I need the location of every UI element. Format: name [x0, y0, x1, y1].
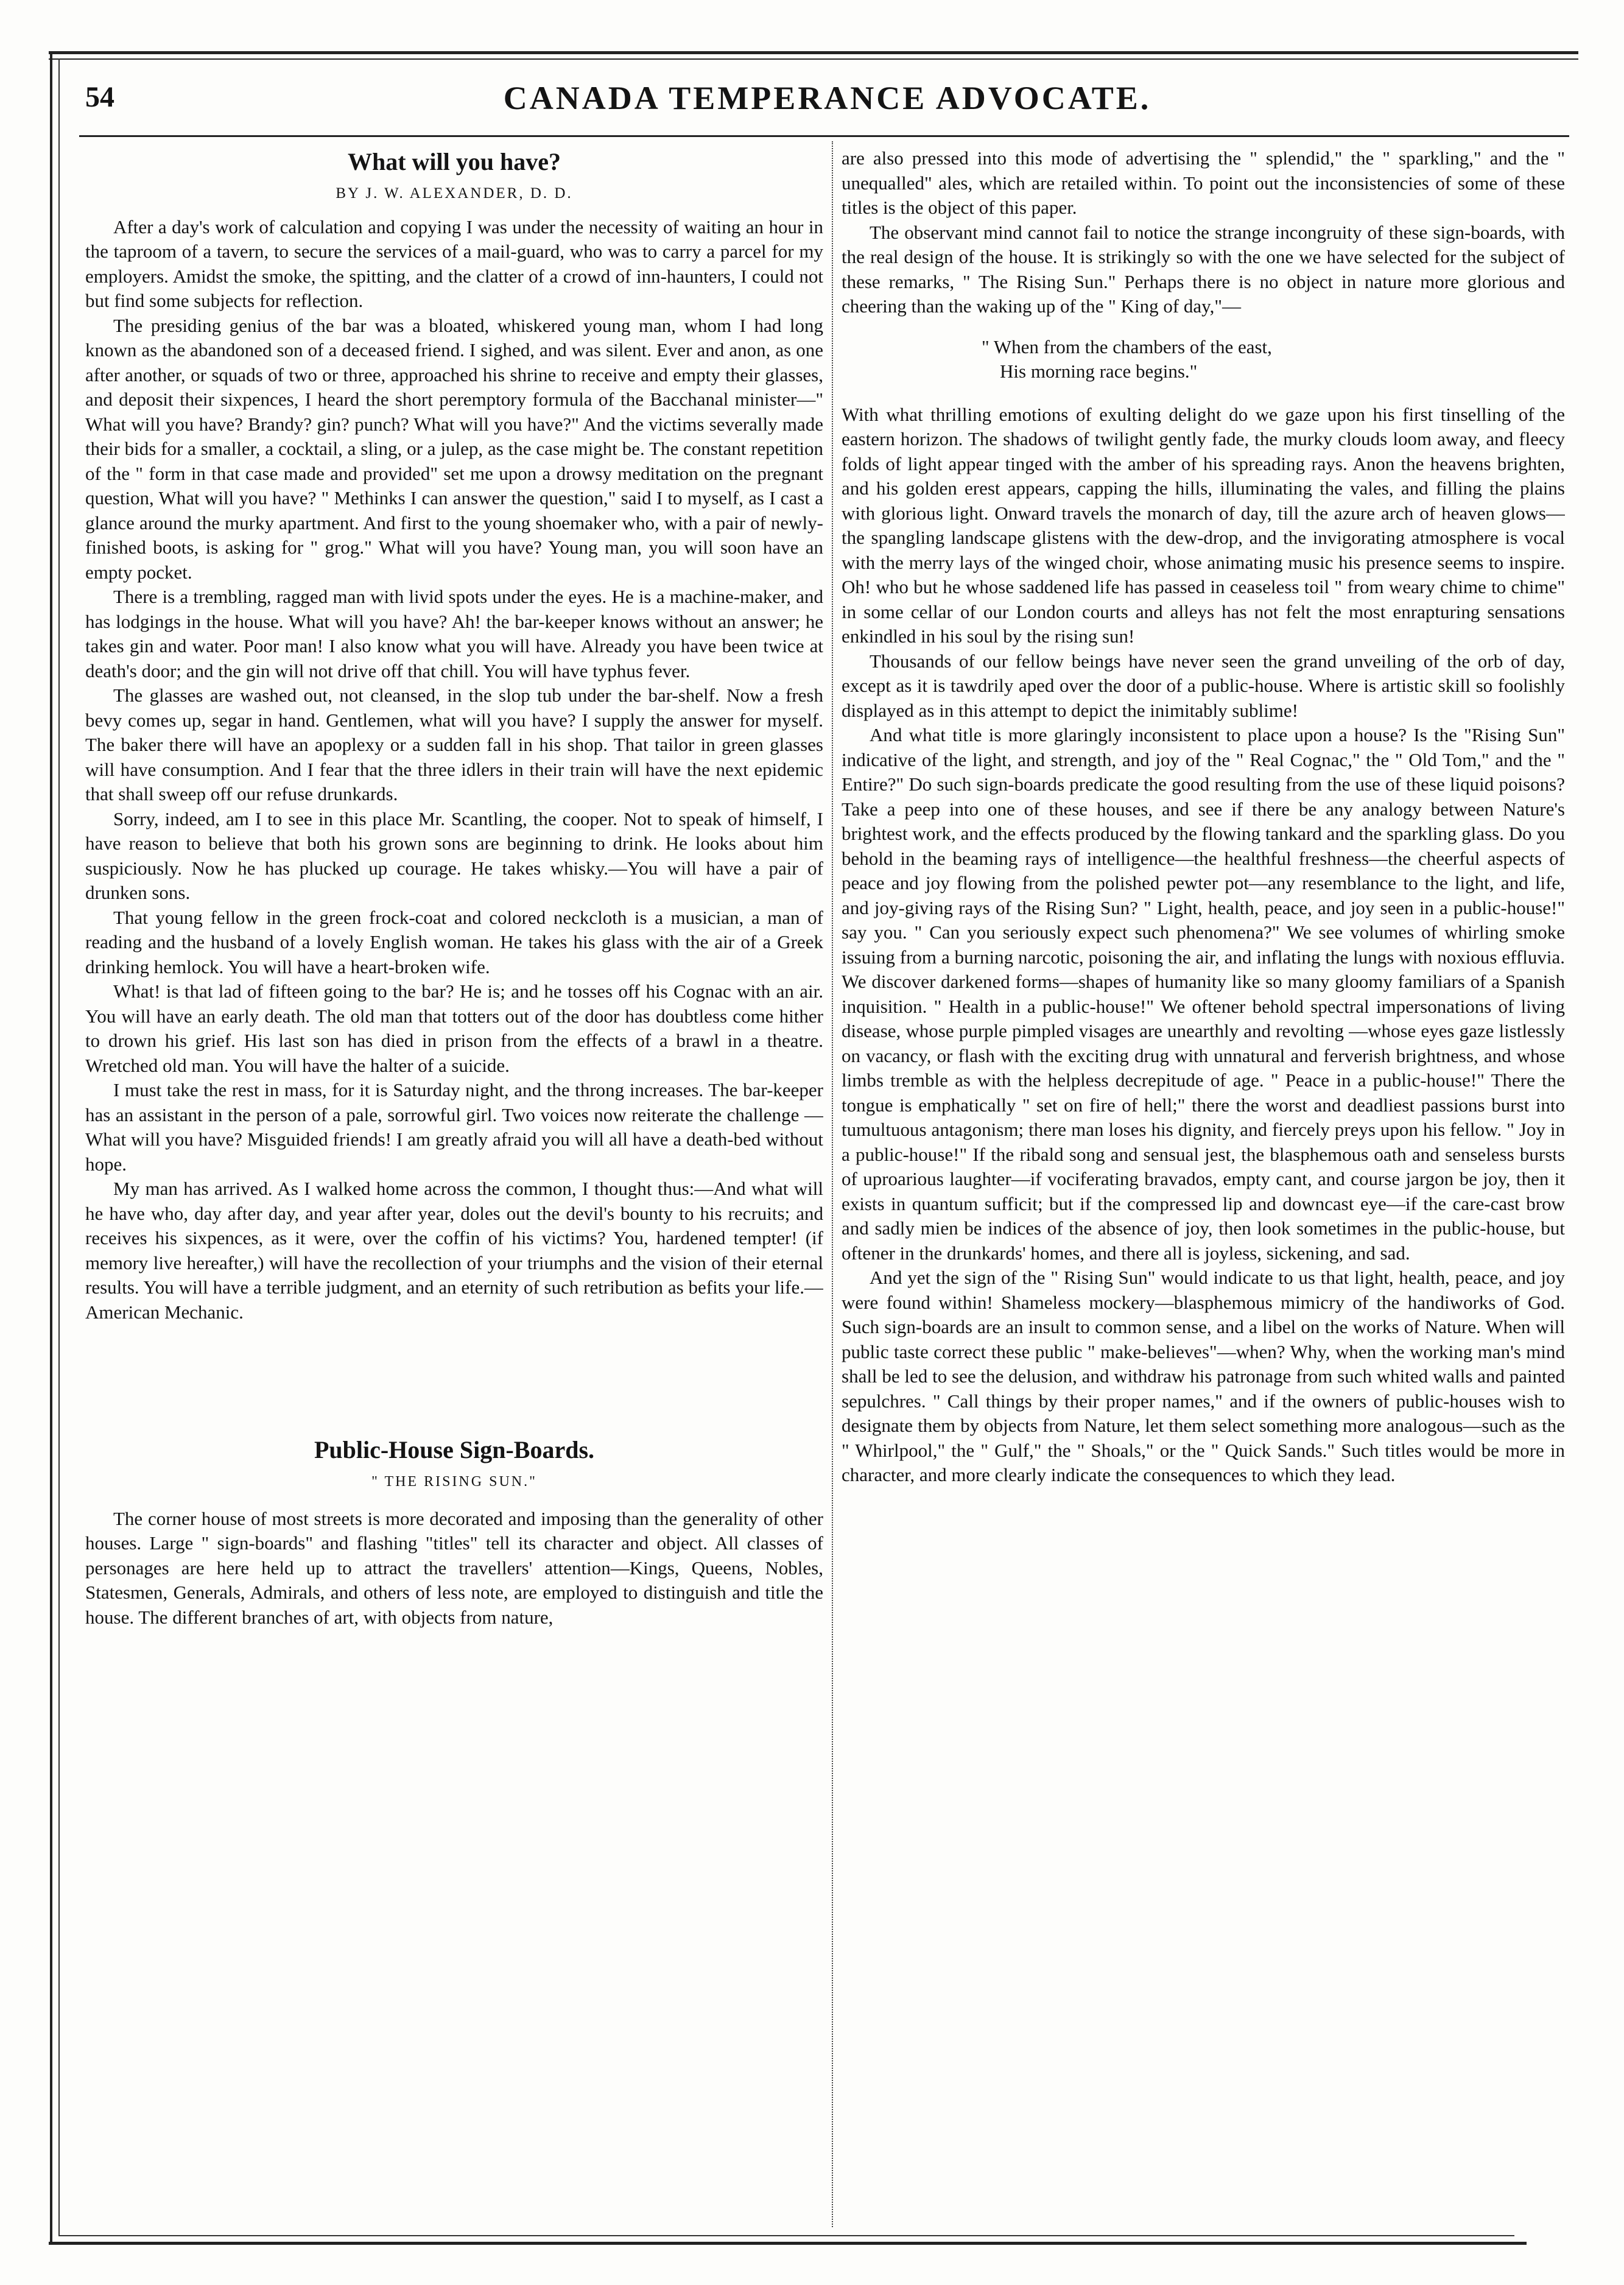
article-paragraph-continued: are also pressed into this mode of advertising the " splendid," the " sparkling," and the " unequalled" ales, which are retailed within. To point out the inconsistencies of some of these titles is the object of this paper. [842, 147, 1565, 218]
right-column [842, 146, 1565, 2227]
article-paragraph: That young fellow in the green frock-coat and colored neckcloth is a musician, a man of reading and the husband of a lovely English woman. He takes his glass with the air of a Greek drinking hemlock. You will have a heart-broken wife. [85, 906, 823, 977]
article-paragraph: There is a trembling, ragged man with livid spots under the eyes. He is a machine-maker, and has lodgings in the house. What will you have? Ah! the bar-keeper knows without an answer; he takes gin and water. Poor man! I also know what you will have. Already you have been twice at death's door; and the gin will not drive off that chill. You will have typhus fever. [85, 586, 823, 681]
article-paragraph: With what thrilling emotions of exulting delight do we gaze upon his first tinselling of the eastern horizon. The shadows of twilight gently fade, the murky clouds loom away, and fleecy folds of light appear tinged with the amber of his spreading rays. Anon the heavens brighten, and his golden erest appears, capping the hills, illuminating the vales, and filling the plains with glorious light. Onward travels the monarch of day, till the azure arch of heaven glows—the spangling landscape glistens with the dew-drop, and the invigorating atmosphere is vocal with the merry lays of the winged choir, whose animating music his presence seems to inspire. Oh! who but he whose saddened life has passed in ceaseless toil " from weary chime to chime" in some cellar of our London courts and alleys has not felt the most enrapturing sensations enkindled in his soul by the rising sun! [842, 403, 1565, 647]
article-paragraph: The corner house of most streets is more decorated and imposing than the generality of other houses. Large " sign-boards" and flashing "titles" tell its character and object. All classes of personages are here held up to attract the travellers' attention—Kings, Queens, Nobles, Statesmen, Generals, Admirals, and others of less note, are employed to distinguish and title the house. The different branches of art, with objects from nature, [85, 1507, 823, 1628]
verse-quote [842, 335, 1565, 384]
article-paragraph: I must take the rest in mass, for it is Saturday night, and the throng increases. The bar-keeper has an assistant in the person of a pale, sorrowful girl. Two voices now reiterate the challenge —What will you have? Misguided friends! I am greatly afraid you will all have a death-bed without hope. [85, 1079, 823, 1175]
column-divider [832, 141, 833, 2227]
article-title: What will you have? [347, 148, 561, 175]
article-paragraph: What! is that lad of fifteen going to the bar? He is; and he tosses off his Cognac with an air. You will have an early death. The old man that totters out of the door has doubtless come hither to drown his grief. His last son has died in prison from the effects of a brawl in a theatre. Wretched old man. You will have the halter of a suicide. [85, 981, 823, 1076]
article-byline: BY J. W. ALEXANDER, D. D. [336, 185, 573, 202]
article-subtitle: " THE RISING SUN." [371, 1474, 537, 1490]
page-frame-left-inner [58, 58, 60, 2236]
page-frame-top [49, 51, 1578, 54]
article-paragraph: And yet the sign of the " Rising Sun" would indicate to us that light, health, peace, and joy were found within! Shameless mockery—blasphemous mimicry of the handiworks of God. Such sign-boards are an insult to common sense, and a libel on the works of Nature. When will public taste correct these public " make-believes"—when? Why, when the working man's mind shall be led to see the delusion, and withdraw his patronage from such whited walls and painted sepulchres. " Call things by their proper names," and if the owners of public-houses wish to designate them by objects from Nature, let them select something more analogous—such as the " Whirlpool," the " Gulf," the " Shoals," or the " Quick Sands." Such titles would be more in character, and more clearly indicate the consequences to which they lead. [842, 1267, 1565, 1485]
article-paragraph: After a day's work of calculation and copying I was under the necessity of waiting an hour in the taproom of a tavern, to secure the services of a mail-guard, who was to carry a parcel for my employers. Amidst the smoke, the spitting, and the clatter of a crowd of inn-haunters, I could not but find some subjects for reflection. [85, 216, 823, 311]
page-number: 54 [85, 81, 114, 113]
running-head: CANADA TEMPERANCE ADVOCATE. [503, 80, 1151, 116]
left-column [85, 146, 823, 2227]
article-paragraph: And what title is more glaringly inconsistent to place upon a house? Is the "Rising Sun" indicative of the light, and strength, and joy of the " Real Cognac," the " Old Tom," and the " Entire?" Do such sign-boards predicate the good resulting from the use of these liquid poisons? Take a peep into one of these houses, and see if there be any analogy between Nature's brightest work, and the effects produced by the flowing tankard and the sparkling glass. Do you behold in the beaming rays of intelligence—the healthful freshness—the cheerful aspects of peace and joy flowing from the polished pewter pot—any resemblance to the light, and life, and joy-giving rays of the Rising Sun? " Light, health, peace, and joy seen in a public-house!" say you. " Can you seriously expect such phenomena?" We see volumes of whirling smoke issuing from a burning narcotic, poisoning the air, and inflating the lungs with noxious effluvia. We discover darkened forms—shapes of humanity like so many gloomy familiars of a Spanish inquisition. " Health in a public-house!" We oftener behold spectral impersonations of living disease, whose purple pimpled visages are unearthly and revolting —whose eyes gaze listlessly on vacancy, or flash with the exciting drug with unnatural and ferverish brightness, and whose limbs tremble as with the helpless decrepitude of age. " Peace in a public-house!" There the tongue is emphatically " set on fire of hell;" there the worst and deadliest passions burst into tumultuous antagonism; there man loses his dignity, and fiercely preys upon his fellow. " Joy in a public-house!" If the ribald song and sensual jest, the blasphemous oath and senseless bursts of uproarious laughter—if vociferating bravados, empty cant, and course jargon be joy, then it exists in quantum sufficit; but if the compressed lip and downcast eye—if the care-cast brow and sadly mien be indices of the absence of joy, then look sometimes in the public-house, but oftener in the drunkards' homes, and there all is joyless, sickening, and sad. [842, 724, 1565, 1264]
article-paragraph: The glasses are washed out, not cleansed, in the slop tub under the bar-shelf. Now a fresh bevy comes up, segar in hand. Gentlemen, what will you have? I supply the answer for myself. The baker there will have an apoplexy or a sudden fall in his shop. That tailor in green glasses will have consumption. And I fear that the three idlers in their train will have the next epidemic that shall sweep off our refuse drunkards. [85, 685, 823, 805]
section-gap [85, 1325, 823, 1434]
article-paragraph: My man has arrived. As I walked home across the common, I thought thus:—And what will he have who, day after day, and year after year, doles out the devil's bounty to his recruits; and receives his sixpences, as it were, over the coffin of his victims? You, hardened tempter! (if memory live hereafter,) will have the recollection of your triumphs and the vision of their eternal results. You will have a terrible judgment, and an eternity of such retribution as befits your life.—American Mechanic. [85, 1178, 823, 1323]
page-frame-bottom-inner [58, 2235, 1514, 2236]
article-paragraph: Sorry, indeed, am I to see in this place Mr. Scantling, the cooper. Not to speak of himself, I have reason to believe that both his grown sons are beginning to drink. He looks about him suspiciously. Now he has plucked up courage. He takes whisky.—You will have a pair of drunken sons. [85, 808, 823, 903]
header-rule [79, 135, 1569, 137]
verse-line: " When from the chambers of the east, [982, 336, 1272, 357]
page-frame-top-inner [49, 58, 1578, 60]
page-header [85, 72, 1569, 127]
page-frame-left [50, 51, 52, 2242]
page-frame-bottom [49, 2242, 1527, 2245]
article-paragraph: Thousands of our fellow beings have never seen the grand unveiling of the orb of day, except as it is tawdrily aped over the door of a public-house. Where is artistic skill so foolishly displayed as in this attempt to depict the inimitably sublime! [842, 650, 1565, 721]
article-paragraph: The observant mind cannot fail to notice the strange incongruity of these sign-boards, with the real design of the house. It is strikingly so with the one we have selected for the subject of these remarks, " The Rising Sun." Perhaps there is no object in nature more glorious and cheering than the waking up of the " King of day,"— [842, 221, 1565, 317]
verse-line: His morning race begins." [1000, 361, 1198, 382]
article-paragraph: The presiding genius of the bar was a bloated, whiskered young man, whom I had long known as the abandoned son of a deceased friend. I sighed, and was silent. Ever and anon, as one after another, or squads of two or three, approached his shrine to receive and empty their glasses, and deposit their sixpences, I heard the short peremptory formula of the Bacchanal minister—" What will you have? Brandy? gin? punch? What will you have?" And the victims severally made their bids for a smaller, a cocktail, a sling, or a julep, as the case might be. The constant repetition of the " form in that case made and provided" set me upon a drowsy meditation on the pregnant question, What will you have? " Methinks I can answer the question," said I to myself, as I cast a glance around the murky apartment. And first to the young shoemaker who, with a pair of newly-finished boots, is asking for " grog." What will you have? Young man, you will soon have an empty pocket. [85, 314, 823, 583]
article-title: Public-House Sign-Boards. [314, 1436, 595, 1463]
